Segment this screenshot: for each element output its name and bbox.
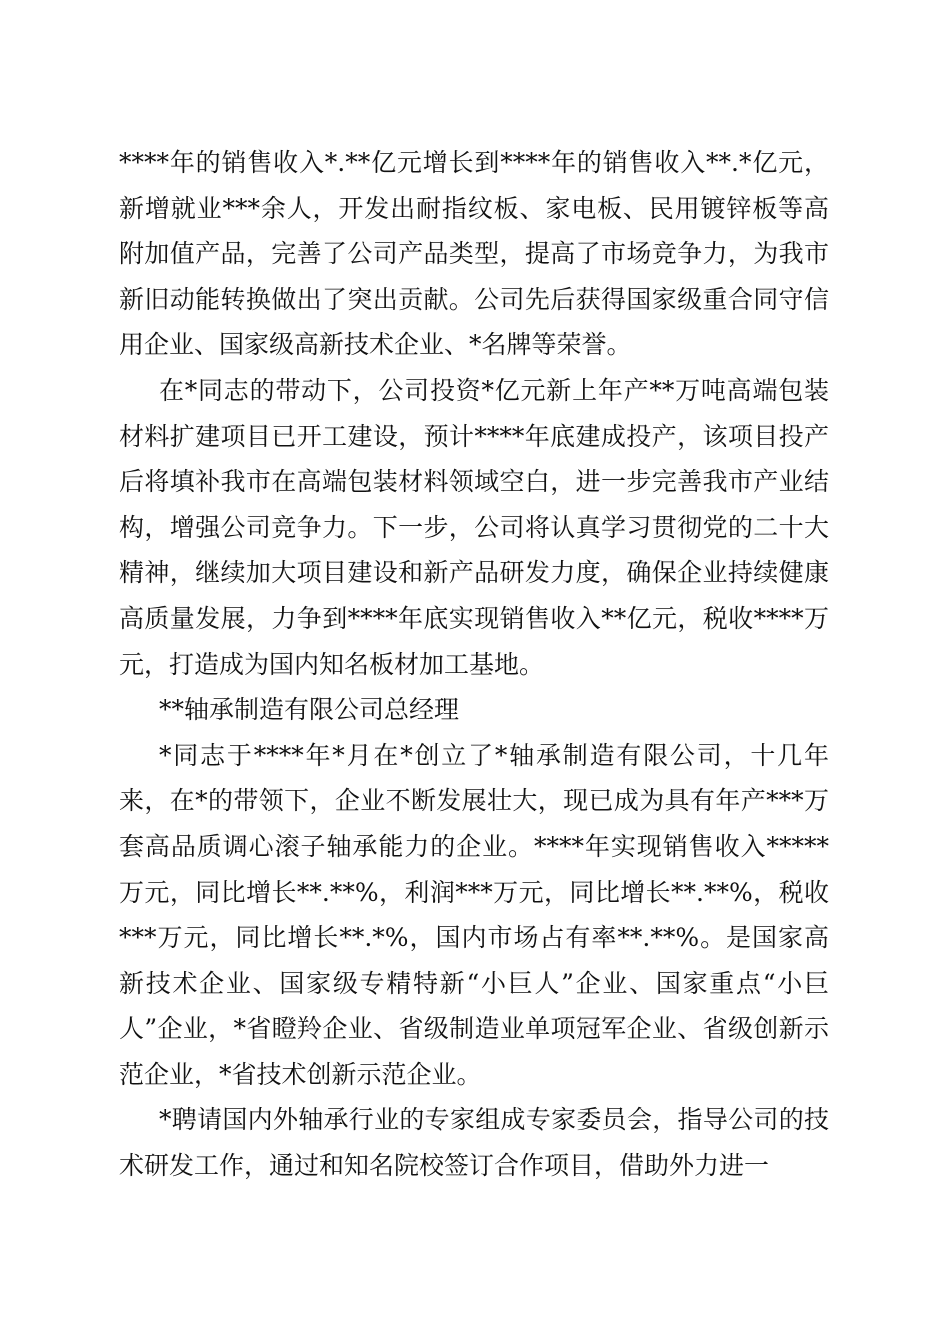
section-heading-bearing-company: **轴承制造有限公司总经理 — [159, 695, 460, 725]
document-body — [119, 140, 829, 1189]
paragraph-bearing-company-profile: *同志于****年*月在*创立了*轴承制造有限公司，十几年来，在*的带领下，企业不断发展壮大，现已成为具有年产***万套高品质调心滚子轴承能力的企业。****年实现销售收入*****万元，同比增长**.**%，利润***万元，同比增长**.**%，税收***万元，同比增长**.*%，国内市场占有率**.**%。是国家高新技术企业、国家级专精特新“小巨人”企业、国家重点“小巨人”企业，*省瞪羚企业、省级制造业单项冠军企业、省级创新示范企业，*省技术创新示范企业。 — [119, 740, 829, 1089]
paragraph-expert-committee: *聘请国内外轴承行业的专家组成专家委员会，指导公司的技术研发工作，通过和知名院校签订合作项目，借助外力进一 — [119, 1105, 829, 1181]
paragraph-investment-project: 在*同志的带动下，公司投资*亿元新上年产**万吨高端包装材料扩建项目已开工建设，预计****年底建成投产，该项目投产后将填补我市在高端包装材料领域空白，进一步完善我市产业结构，增强公司竞争力。下一步，公司将认真学习贯彻党的二十大精神，继续加大项目建设和新产品研发力度，确保企业持续健康高质量发展，力争到****年底实现销售收入**亿元，税收****万元，打造成为国内知名板材加工基地。 — [119, 375, 829, 679]
paragraph-continued-sales: ****年的销售收入*.**亿元增长到****年的销售收入**.*亿元，新增就业***余人，开发出耐指纹板、家电板、民用镀锌板等高附加值产品，完善了公司产品类型，提高了市场竞争力，为我市新旧动能转换做出了突出贡献。公司先后获得国家级重合同守信用企业、国家级高新技术企业、*名牌等荣誉。 — [119, 148, 829, 360]
